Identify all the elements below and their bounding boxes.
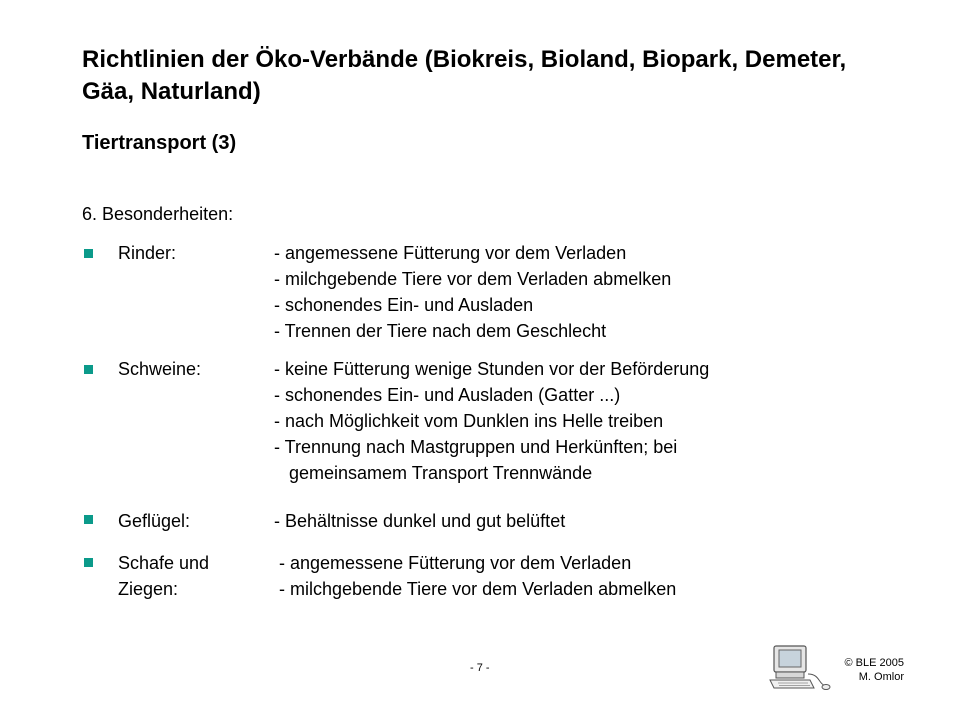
list-item: - milchgebende Tiere vor dem Verladen abmelken bbox=[279, 579, 677, 599]
computer-icon bbox=[768, 644, 832, 692]
credit-line: M. Omlor bbox=[858, 671, 904, 683]
page-title: Richtlinien der Öko-Verbände (Biokreis, Bioland, Biopark, Demeter, Gäa, Naturland) bbox=[82, 46, 847, 105]
list-item: gemeinsamem Transport Trennwände bbox=[274, 463, 593, 483]
entry-label-schweine: Schweine: bbox=[118, 359, 202, 379]
list-item: - nach Möglichkeit vom Dunklen ins Helle treiben bbox=[274, 411, 664, 431]
page-number: - 7 - bbox=[470, 662, 490, 674]
list-item: - schonendes Ein- und Ausladen (Gatter ...) bbox=[274, 385, 621, 405]
list-item: - Trennen der Tiere nach dem Geschlecht bbox=[274, 321, 607, 341]
bullet-marker bbox=[84, 365, 93, 374]
entry-lines-rinder bbox=[274, 240, 671, 344]
list-item: - milchgebende Tiere vor dem Verladen abmelken bbox=[274, 269, 672, 289]
bullet-marker bbox=[84, 515, 93, 524]
entry-label-gefluegel: Geflügel: bbox=[118, 511, 191, 531]
label-line: Ziegen: bbox=[118, 579, 179, 599]
list-item: - schonendes Ein- und Ausladen bbox=[274, 295, 534, 315]
list-item: - angemessene Fütterung vor dem Verladen bbox=[274, 243, 627, 263]
bullet-marker bbox=[84, 558, 93, 567]
entry-lines-schweine bbox=[274, 356, 709, 486]
label-line: Schafe und bbox=[118, 553, 210, 573]
credit-line: © BLE 2005 bbox=[844, 657, 904, 669]
list-item: - Trennung nach Mastgruppen und Herkünften; bei bbox=[274, 437, 678, 457]
list-item: - angemessene Fütterung vor dem Verladen bbox=[279, 553, 632, 573]
page-subtitle: Tiertransport (3) bbox=[82, 132, 237, 154]
section-heading: 6. Besonderheiten: bbox=[82, 204, 234, 224]
entry-label-schafe-ziegen bbox=[118, 550, 209, 602]
entry-lines-schafe-ziegen bbox=[279, 550, 676, 602]
list-item: - keine Fütterung wenige Stunden vor der Beförderung bbox=[274, 359, 710, 379]
list-item: - Behältnisse dunkel und gut belüftet bbox=[274, 511, 566, 531]
bullet-marker bbox=[84, 249, 93, 258]
entry-label-rinder: Rinder: bbox=[118, 243, 177, 263]
entry-lines-gefluegel bbox=[274, 508, 565, 534]
copyright-credit bbox=[845, 656, 904, 684]
